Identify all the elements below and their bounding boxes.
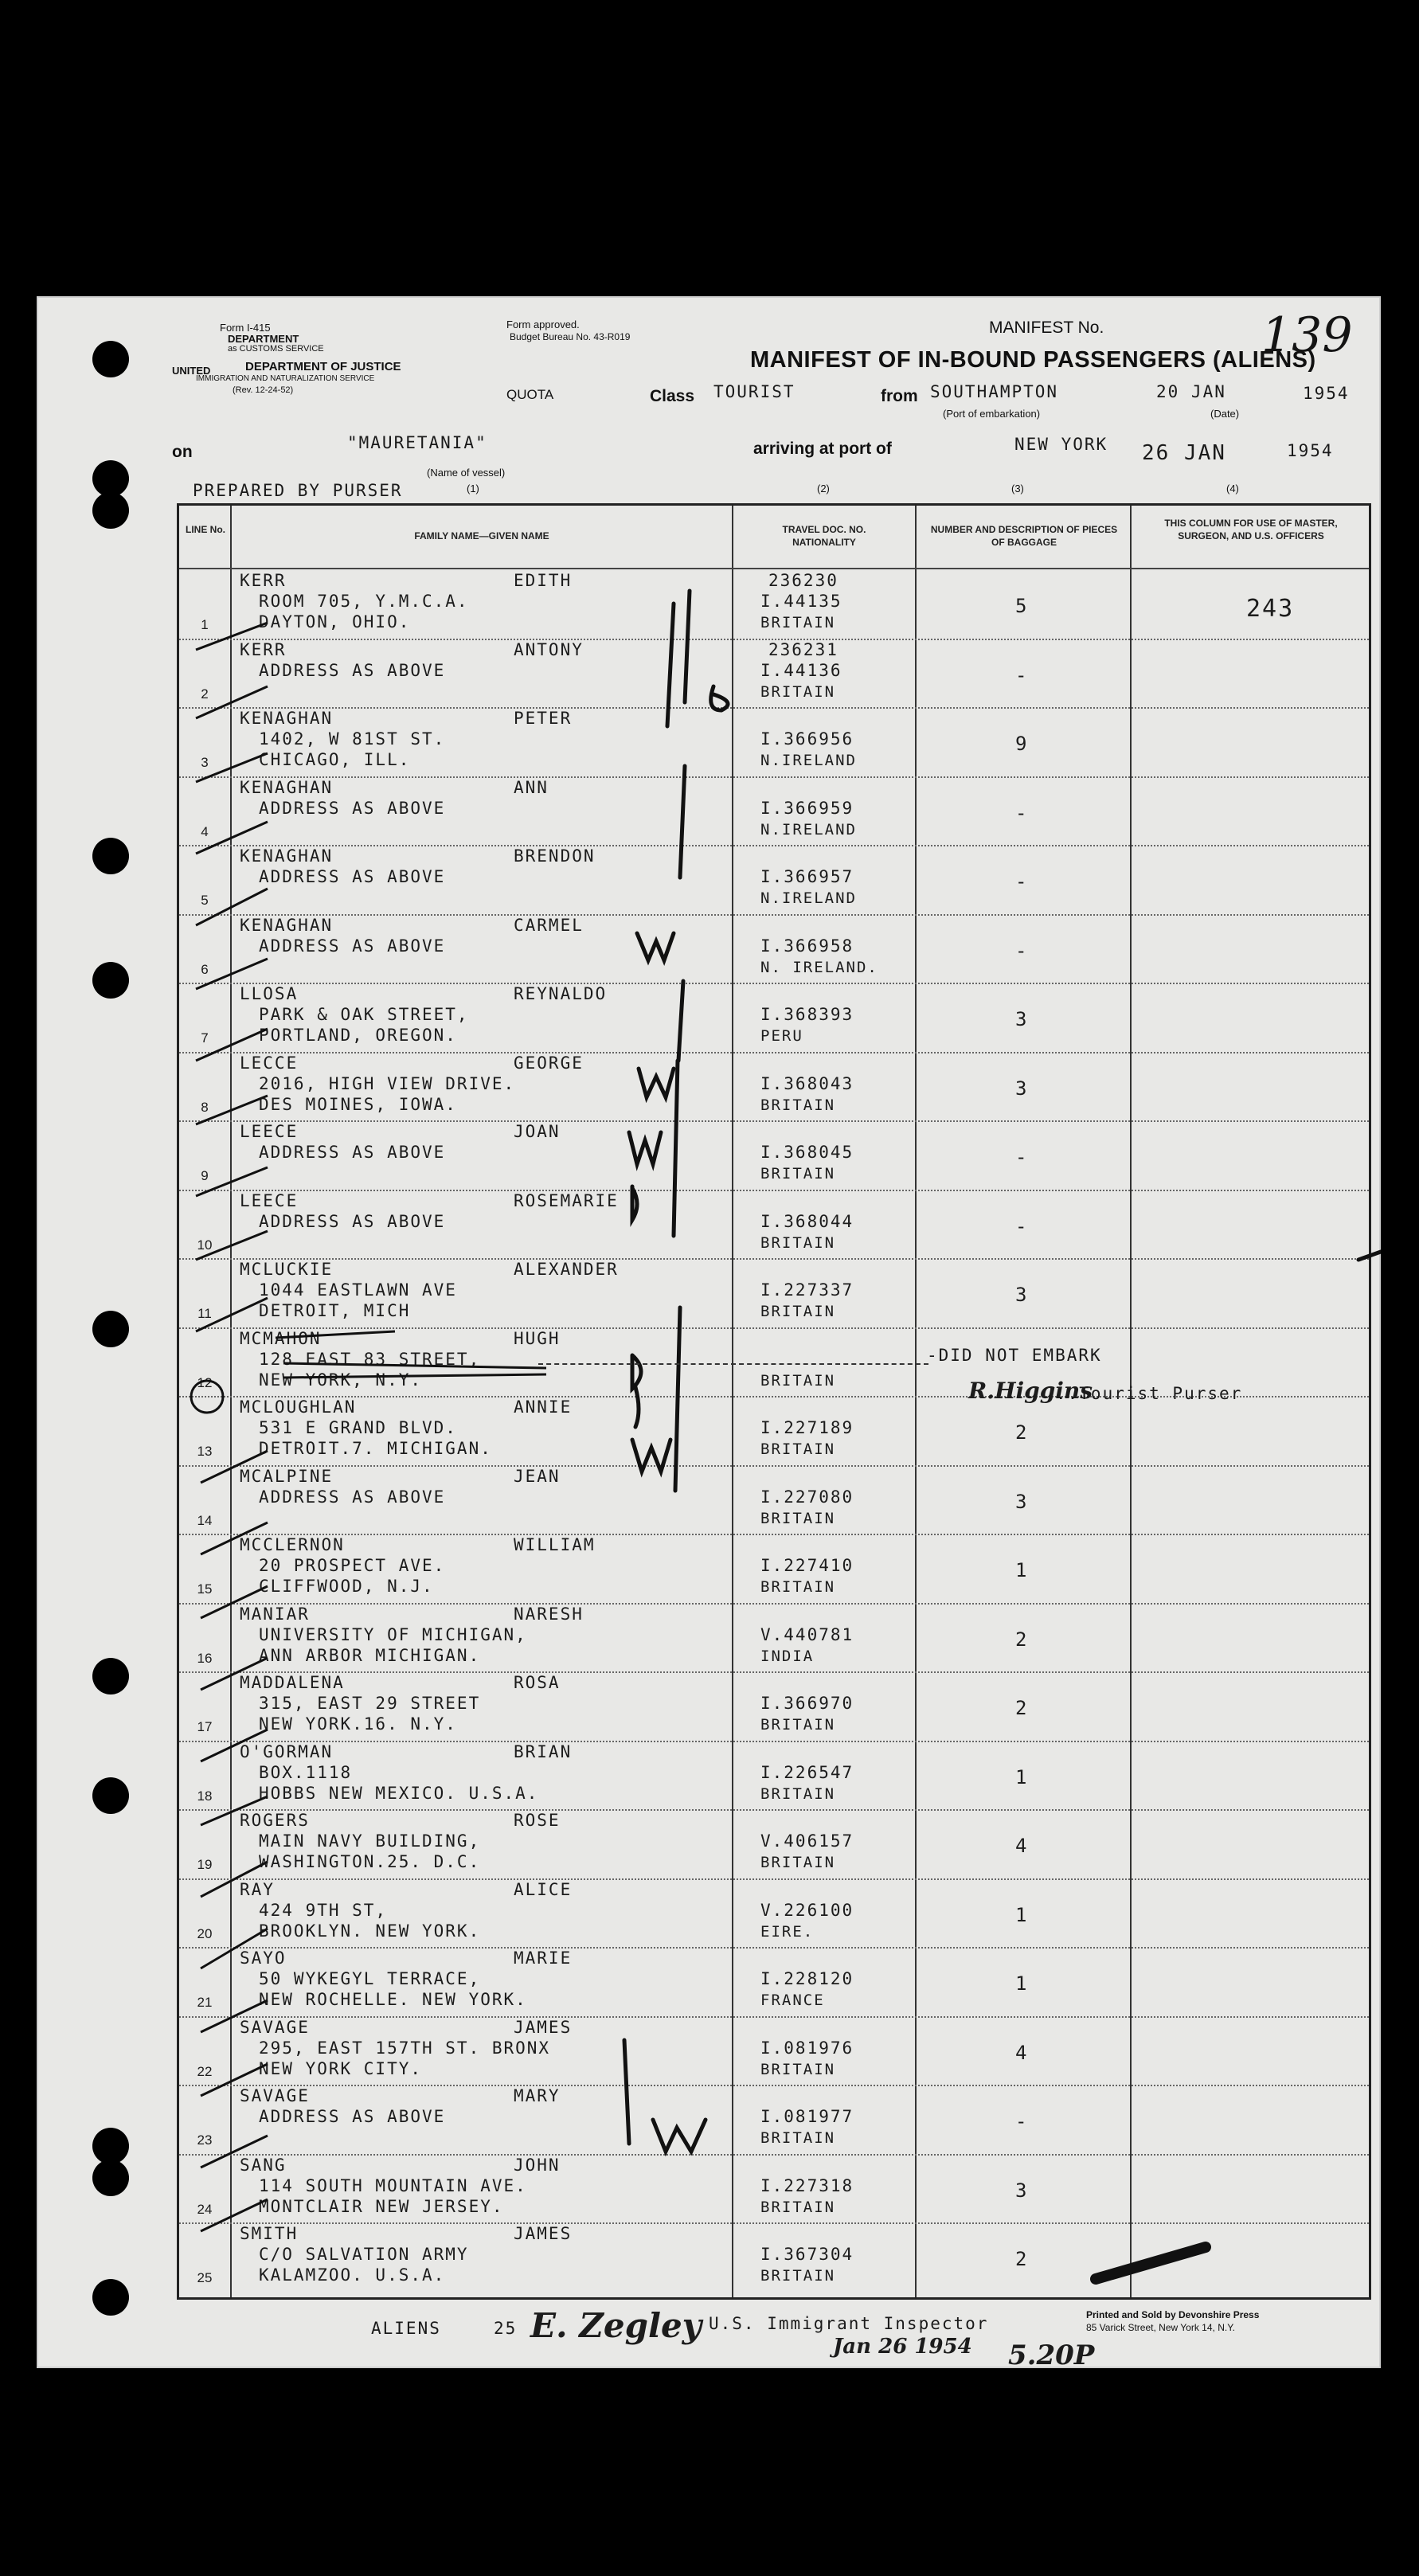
family-name: KENAGHAN — [240, 846, 334, 866]
family-name: KERR — [240, 639, 287, 659]
family-name: KENAGHAN — [240, 915, 334, 935]
address-line-1: ADDRESS AS ABOVE — [259, 867, 446, 886]
family-name: LEECE — [240, 1122, 299, 1141]
vessel-caption: (Name of vessel) — [427, 467, 506, 479]
embark-port: SOUTHAMPTON — [930, 382, 1059, 401]
family-name: ROGERS — [240, 1811, 310, 1830]
did-not-embark-line — [538, 1363, 928, 1365]
baggage-count: - — [1015, 1214, 1029, 1237]
family-name: MCLOUGHLAN — [240, 1397, 357, 1417]
address-line-1: 1044 EASTLAWN AVE — [259, 1280, 457, 1300]
nationality: BRITAIN — [760, 1716, 836, 1734]
departure-date: 20 JAN — [1156, 382, 1226, 401]
rev-line: (Rev. 12-24-52) — [233, 385, 294, 395]
arrival-port: NEW YORK — [1014, 435, 1108, 454]
nationality: BRITAIN — [760, 682, 836, 701]
line-number: 4 — [201, 823, 209, 839]
printer-line-1: Printed and Sold by Devonshire Press — [1086, 2309, 1260, 2320]
baggage-count: 2 — [1015, 2248, 1029, 2270]
baggage-count: 2 — [1015, 1628, 1029, 1651]
line-number: 21 — [197, 1995, 213, 2010]
doc-number-overwrite: 236231 — [768, 639, 838, 659]
line-number: 12 — [197, 1374, 213, 1390]
nationality: N. IRELAND. — [760, 958, 878, 976]
line-number: 16 — [197, 1650, 213, 1666]
given-name: ROSA — [514, 1673, 561, 1692]
baggage-count: 3 — [1015, 2179, 1029, 2202]
budget-line: Budget Bureau No. 43-R019 — [510, 331, 631, 342]
col-header-line: LINE No. — [186, 524, 225, 535]
address-line-2: DETROIT, MICH — [259, 1301, 411, 1320]
line-number: 22 — [197, 2063, 213, 2079]
did-not-embark-note: -DID NOT EMBARK — [927, 1346, 1102, 1365]
address-line-2: WASHINGTON.25. D.C. — [259, 1852, 481, 1871]
arrival-date: 26 JAN — [1142, 441, 1226, 465]
given-name: WILLIAM — [514, 1535, 596, 1554]
nationality: BRITAIN — [760, 614, 836, 631]
purser-title: ..Tourist Purser — [1056, 1384, 1243, 1403]
travel-doc-number: I.366970 — [760, 1694, 854, 1713]
address-line-2: HOBBS NEW MEXICO. U.S.A. — [259, 1783, 539, 1803]
line-number: 19 — [197, 1857, 213, 1872]
travel-doc-number: V.440781 — [760, 1624, 854, 1644]
manifest-page — [37, 296, 1381, 2371]
dept-justice: DEPARTMENT OF JUSTICE — [245, 360, 401, 373]
from-label: from — [881, 387, 918, 405]
given-name: ALEXANDER — [514, 1260, 619, 1279]
baggage-count: 2 — [1015, 1697, 1029, 1719]
line-number: 17 — [197, 1719, 213, 1734]
travel-doc-number: V.226100 — [760, 1900, 854, 1920]
address-line-2: MONTCLAIR NEW JERSEY. — [259, 2196, 504, 2216]
line-number: 2 — [201, 686, 209, 702]
baggage-count: 1 — [1015, 1559, 1029, 1581]
travel-doc-number: I.368045 — [760, 1143, 854, 1162]
family-name: SAVAGE — [240, 2017, 310, 2037]
address-line-2: CLIFFWOOD, N.J. — [259, 1577, 434, 1596]
line-number: 23 — [197, 2132, 213, 2148]
baggage-count: 3 — [1015, 1490, 1029, 1513]
departure-year: 1954 — [1303, 384, 1350, 403]
col-num-3: (3) — [1011, 483, 1024, 494]
address-line-1: ADDRESS AS ABOVE — [259, 798, 446, 818]
nationality: BRITAIN — [760, 1854, 836, 1871]
baggage-count: - — [1015, 663, 1029, 686]
line-number: 1 — [201, 617, 209, 632]
col-header-travel: TRAVEL DOC. NO. NATIONALITY — [782, 524, 866, 548]
given-name: JAMES — [514, 2017, 573, 2037]
travel-doc-number: I.227080 — [760, 1487, 854, 1507]
purser-signature: R.Higgins — [968, 1378, 1093, 1404]
address-line-1: MAIN NAVY BUILDING, — [259, 1831, 481, 1851]
family-name: LEECE — [240, 1190, 299, 1210]
given-name: ANNIE — [514, 1397, 573, 1417]
nationality: BRITAIN — [760, 1440, 836, 1458]
address-line-1: UNIVERSITY OF MICHIGAN, — [259, 1624, 527, 1644]
baggage-count: - — [1015, 1146, 1029, 1168]
line-number: 11 — [197, 1306, 212, 1321]
baggage-count: - — [1015, 801, 1029, 824]
address-line-1: 20 PROSPECT AVE. — [259, 1556, 446, 1575]
given-name: HUGH — [514, 1328, 561, 1348]
travel-doc-number: I.366957 — [760, 867, 854, 886]
aliens-label: ALIENS — [371, 2319, 441, 2338]
doc-number-overwrite: 236230 — [768, 571, 838, 590]
address-line-1: 50 WYKEGYL TERRACE, — [259, 1969, 481, 1988]
line-number: 9 — [201, 1168, 209, 1183]
nationality: N.IRELAND — [760, 889, 857, 907]
nationality: FRANCE — [760, 1992, 825, 2009]
col-header-officers: THIS COLUMN FOR USE OF MASTER, SURGEON, AND U.S. OFFICERS — [1164, 518, 1338, 541]
travel-doc-number: I.227337 — [760, 1280, 854, 1300]
nationality: N.IRELAND — [760, 820, 857, 838]
baggage-count: 4 — [1015, 2041, 1029, 2064]
baggage-count: 3 — [1015, 1284, 1029, 1306]
line-number: 15 — [197, 1581, 213, 1597]
travel-doc-number: I.227189 — [760, 1418, 854, 1437]
family-name: MCCLERNON — [240, 1535, 345, 1554]
nationality: BRITAIN — [760, 2198, 836, 2216]
nationality: BRITAIN — [760, 1233, 836, 1252]
line-number: 13 — [197, 1444, 213, 1459]
arriving-label: arriving at port of — [753, 440, 892, 458]
travel-doc-number: I.081976 — [760, 2038, 854, 2058]
col-header-name: FAMILY NAME—GIVEN NAME — [414, 530, 549, 541]
nationality: INDIA — [760, 1647, 815, 1665]
given-name: NARESH — [514, 1604, 584, 1624]
family-name: RAY — [240, 1879, 275, 1899]
inspector-label: U.S. Immigrant Inspector — [709, 2314, 989, 2333]
travel-doc-number: I.44135 — [760, 592, 842, 611]
given-name: PETER — [514, 709, 573, 728]
travel-doc-number: I.367304 — [760, 2245, 854, 2264]
nationality: BRITAIN — [760, 2060, 836, 2078]
address-line-1: 114 SOUTH MOUNTAIN AVE. — [259, 2175, 527, 2195]
family-name: LLOSA — [240, 984, 299, 1003]
baggage-count: 3 — [1015, 1077, 1029, 1100]
travel-doc-number: I.081977 — [760, 2107, 854, 2126]
family-name: MANIAR — [240, 1604, 310, 1624]
given-name: MARIE — [514, 1949, 573, 1968]
address-line-2: DAYTON, OHIO. — [259, 612, 411, 631]
travel-doc-number: V.406157 — [760, 1831, 854, 1851]
arrival-year: 1954 — [1287, 441, 1334, 460]
address-line-1: ADDRESS AS ABOVE — [259, 660, 446, 680]
family-name: SANG — [240, 2155, 287, 2175]
manifest-title: MANIFEST OF IN-BOUND PASSENGERS (ALIENS) — [750, 347, 1316, 373]
nationality: BRITAIN — [760, 1578, 836, 1596]
printer-line-2: 85 Varick Street, New York 14, N.Y. — [1086, 2322, 1235, 2333]
line-number: 10 — [197, 1237, 213, 1253]
address-line-1: 128 EAST 83 STREET, — [259, 1349, 481, 1369]
address-line-1: C/O SALVATION ARMY — [259, 2245, 469, 2264]
quota-label: QUOTA — [506, 387, 554, 402]
nationality: N.IRELAND — [760, 752, 857, 769]
given-name: BRIAN — [514, 1741, 573, 1761]
baggage-count: 2 — [1015, 1421, 1029, 1444]
baggage-count: 4 — [1015, 1835, 1029, 1857]
on-label: on — [172, 443, 193, 461]
col-num-2: (2) — [817, 483, 830, 494]
nationality: BRITAIN — [760, 1303, 836, 1320]
address-line-1: ADDRESS AS ABOVE — [259, 1211, 446, 1231]
family-name: SAYO — [240, 1949, 287, 1968]
class-label: Class — [650, 387, 695, 405]
given-name: JAMES — [514, 2224, 573, 2243]
nationality: BRITAIN — [760, 1509, 836, 1527]
travel-doc-number: I.228120 — [760, 1969, 854, 1988]
travel-doc-number: I.366958 — [760, 936, 854, 956]
col-header-baggage: NUMBER AND DESCRIPTION OF PIECES OF BAGGAGE — [930, 524, 1118, 548]
baggage-count: - — [1015, 2110, 1029, 2132]
address-line-2: KALAMZOO. U.S.A. — [259, 2265, 446, 2285]
nationality: BRITAIN — [760, 1371, 836, 1390]
given-name: JEAN — [514, 1466, 561, 1486]
address-line-1: PARK & OAK STREET, — [259, 1005, 469, 1024]
officer-note: 243 — [1246, 595, 1295, 623]
nationality: BRITAIN — [760, 1784, 836, 1803]
travel-doc-number: I.368044 — [760, 1211, 854, 1231]
baggage-count: 9 — [1015, 733, 1029, 755]
line-number: 24 — [197, 2201, 213, 2217]
address-line-1: BOX.1118 — [259, 1762, 353, 1782]
address-line-1: 1402, W 81ST ST. — [259, 729, 446, 749]
travel-doc-number: I.368043 — [760, 1073, 854, 1093]
col-num-1: (1) — [467, 483, 479, 494]
travel-doc-number: I.368393 — [760, 1005, 854, 1024]
given-name: ANTONY — [514, 639, 584, 659]
address-line-2: BROOKLYN. NEW YORK. — [259, 1921, 481, 1941]
dept-line: DEPARTMENT — [228, 333, 299, 345]
ins-line: IMMIGRATION AND NATURALIZATION SERVICE — [196, 374, 375, 383]
given-name: BRENDON — [514, 846, 596, 866]
nationality: BRITAIN — [760, 1096, 836, 1114]
approved-line: Form approved. — [506, 319, 580, 330]
address-line-2: ANN ARBOR MICHIGAN. — [259, 1645, 481, 1665]
address-line-1: 2016, HIGH VIEW DRIVE. — [259, 1073, 516, 1093]
given-name: ANN — [514, 777, 549, 797]
given-name: ROSE — [514, 1811, 561, 1830]
baggage-count: 1 — [1015, 1972, 1029, 1995]
customs-line: as CUSTOMS SERVICE — [228, 344, 324, 354]
address-line-1: 424 9TH ST, — [259, 1900, 388, 1920]
address-line-2: DETROIT.7. MICHIGAN. — [259, 1439, 492, 1458]
nationality: PERU — [760, 1027, 803, 1045]
travel-doc-number: I.227410 — [760, 1556, 854, 1575]
travel-doc-number: I.366956 — [760, 729, 854, 749]
given-name: MARY — [514, 2086, 561, 2105]
line-number: 6 — [201, 961, 209, 977]
class-value: TOURIST — [713, 382, 796, 401]
family-name: LECCE — [240, 1053, 299, 1073]
prepared-by: PREPARED BY PURSER — [193, 481, 403, 500]
given-name: JOAN — [514, 1122, 561, 1141]
address-line-1: ADDRESS AS ABOVE — [259, 2107, 446, 2126]
given-name: GEORGE — [514, 1053, 584, 1073]
family-name: SAVAGE — [240, 2086, 310, 2105]
nationality: BRITAIN — [760, 2129, 836, 2147]
inspector-signature: E. Zegley — [530, 2306, 702, 2345]
given-name: REYNALDO — [514, 984, 608, 1003]
line-number: 7 — [201, 1030, 209, 1046]
united-label: UNITED — [172, 365, 211, 377]
line-number: 5 — [201, 893, 209, 908]
address-line-1: ADDRESS AS ABOVE — [259, 936, 446, 956]
address-line-2: NEW YORK CITY. — [259, 2058, 423, 2078]
line-number: 14 — [197, 1512, 213, 1528]
nationality: BRITAIN — [760, 2267, 836, 2285]
address-line-2: PORTLAND, OREGON. — [259, 1026, 457, 1045]
family-name: KENAGHAN — [240, 709, 334, 728]
given-name: CARMEL — [514, 915, 584, 935]
travel-doc-number: I.44136 — [760, 660, 842, 680]
given-name: ROSEMARIE — [514, 1190, 619, 1210]
family-name: KENAGHAN — [240, 777, 334, 797]
travel-doc-number: I.226547 — [760, 1762, 854, 1782]
col-num-4: (4) — [1226, 483, 1239, 494]
address-line-1: ADDRESS AS ABOVE — [259, 1143, 446, 1162]
line-number: 25 — [197, 2270, 213, 2285]
manifest-handwritten-number: 139 — [1261, 307, 1353, 363]
baggage-count: 1 — [1015, 1765, 1029, 1788]
baggage-count: 5 — [1015, 595, 1029, 617]
travel-doc-number: I.227318 — [760, 2175, 854, 2195]
line-number: 18 — [197, 1788, 213, 1804]
baggage-count: - — [1015, 939, 1029, 962]
family-name: O'GORMAN — [240, 1741, 334, 1761]
manifest-no-label: MANIFEST No. — [989, 319, 1104, 337]
travel-doc-number: I.366959 — [760, 798, 854, 818]
form-number: Form I-415 — [220, 322, 271, 334]
aliens-count: 25 — [494, 2319, 518, 2338]
embark-caption: (Port of embarkation) — [943, 408, 1041, 420]
nationality: EIRE. — [760, 1922, 815, 1941]
address-line-2: NEW ROCHELLE. NEW YORK. — [259, 1990, 527, 2009]
handwritten-marks — [37, 296, 1381, 2368]
inspection-time: 5.20P — [1008, 2340, 1095, 2371]
address-line-1: ROOM 705, Y.M.C.A. — [259, 592, 469, 611]
vessel-name: "MAURETANIA" — [347, 433, 487, 452]
given-name: ALICE — [514, 1879, 573, 1899]
address-line-1: 295, EAST 157TH ST. BRONX — [259, 2038, 551, 2058]
address-line-2: CHICAGO, ILL. — [259, 750, 411, 769]
address-line-2: DES MOINES, IOWA. — [259, 1094, 457, 1114]
line-number: 8 — [201, 1099, 209, 1115]
inspection-date: Jan 26 1954 — [833, 2335, 972, 2359]
family-name: KERR — [240, 571, 287, 590]
address-line-1: ADDRESS AS ABOVE — [259, 1487, 446, 1507]
family-name: MADDALENA — [240, 1673, 345, 1692]
given-name: EDITH — [514, 571, 573, 590]
family-name: MCMAHON — [240, 1328, 322, 1348]
address-line-1: 315, EAST 29 STREET — [259, 1694, 481, 1713]
given-name: JOHN — [514, 2155, 561, 2175]
baggage-count: 3 — [1015, 1008, 1029, 1030]
address-line-1: 531 E GRAND BLVD. — [259, 1418, 457, 1437]
family-name: SMITH — [240, 2224, 299, 2243]
address-line-2: NEW YORK, N.Y. — [259, 1370, 423, 1390]
baggage-count: 1 — [1015, 1903, 1029, 1926]
address-line-2: NEW YORK.16. N.Y. — [259, 1714, 457, 1734]
nationality: BRITAIN — [760, 1165, 836, 1182]
baggage-count: - — [1015, 870, 1029, 893]
family-name: MCALPINE — [240, 1466, 334, 1486]
family-name: MCLUCKIE — [240, 1260, 334, 1279]
line-number: 3 — [201, 755, 209, 770]
line-number: 20 — [197, 1925, 213, 1941]
date-caption: (Date) — [1210, 408, 1240, 420]
